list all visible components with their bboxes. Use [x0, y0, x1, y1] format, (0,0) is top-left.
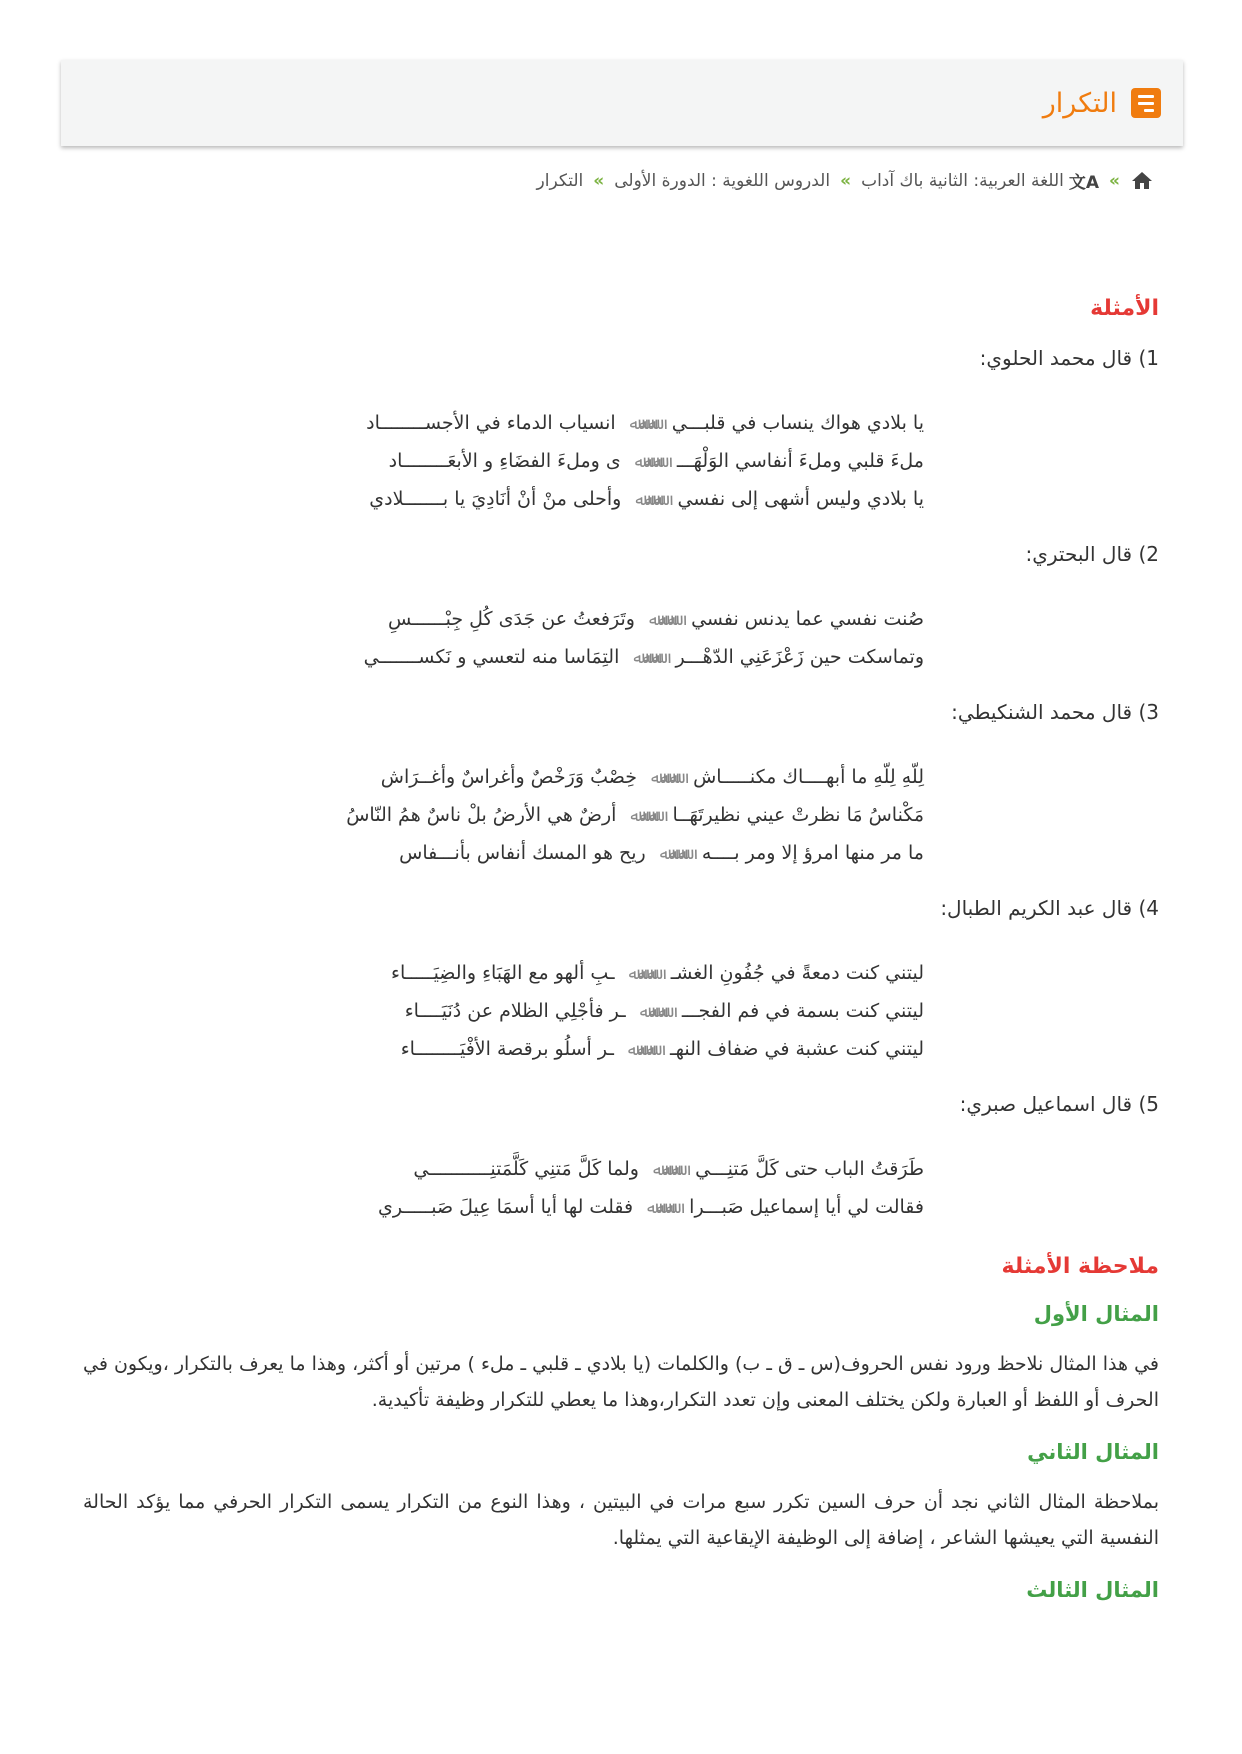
verse-hemistich-2: ولما كَلَّ مَتنِي كَلَّمَتنِـــــــــــي: [413, 1158, 639, 1180]
verse-hemistich-2: التِمَاسا منه لتعسي و نَكســـــــي: [363, 646, 620, 668]
verse-block: [304, 954, 924, 1068]
verse-line: [304, 834, 924, 872]
verse-hemistich-2: خِصْبٌ وَرَخْصٌ وأغراسٌ وأغــرَاش: [380, 766, 637, 788]
verse-hemistich-1: فقالت لي أيا إسماعيل صَبـــرا: [689, 1196, 924, 1218]
verse-hemistich-1: وتماسكت حين زَعْزَعَنِي الدّهْـــر: [675, 646, 924, 668]
verse-separator: ﷲﷲﷲ: [627, 1039, 657, 1059]
breadcrumb-separator: »: [840, 170, 852, 191]
notes-heading: ملاحظة الأمثلة: [1001, 1254, 1159, 1279]
poet-line: 4) قال عبد الكريم الطبال:: [940, 896, 1159, 920]
verse-separator: ﷲﷲﷲ: [630, 805, 659, 825]
verse-separator: ﷲﷲﷲ: [648, 609, 678, 629]
breadcrumb-item-current: التكرار: [536, 170, 584, 191]
verse-line: [304, 404, 924, 442]
title-bar: [61, 60, 1183, 146]
verse-line: [304, 480, 924, 518]
poet-line: 3) قال محمد الشنكيطي:: [951, 700, 1159, 724]
verse-block: [304, 758, 924, 872]
verse-separator: ﷲﷲﷲ: [650, 767, 680, 787]
verse-block: [304, 600, 924, 676]
verse-hemistich-1: ملءَ قلبي وملءَ أنفاسي الوَلْهَـــ: [676, 450, 924, 472]
note-title: المثال الثالث: [1026, 1578, 1159, 1602]
verse-line: [304, 638, 924, 676]
breadcrumb-separator: »: [593, 170, 605, 191]
examples-heading: الأمثلة: [1090, 296, 1159, 321]
poet-line: 5) قال اسماعيل صبري:: [959, 1092, 1159, 1116]
verse-line: [304, 1030, 924, 1068]
verse-line: [304, 442, 924, 480]
page-title: التكرار: [1042, 87, 1117, 119]
document-icon: [1131, 88, 1161, 118]
verse-block: [304, 404, 924, 518]
verse-hemistich-2: وأحلى منْ أنْ أنَادِيَ يا بـــــــلادي: [369, 488, 622, 510]
verse-hemistich-2: انسياب الدماء في الأجســــــــاد: [366, 412, 616, 434]
verse-hemistich-2: فقلت لها أيا أسمَا عِيلَ صَبـــــري: [378, 1196, 634, 1218]
verse-line: [304, 992, 924, 1030]
note-title: المثال الثاني: [1027, 1440, 1159, 1464]
article-body: [83, 296, 1159, 1612]
verse-separator: ﷲﷲﷲ: [628, 963, 657, 983]
translate-icon: 文A: [1068, 173, 1100, 193]
breadcrumb: [537, 168, 1154, 193]
note-title: المثال الأول: [1033, 1302, 1159, 1326]
verse-line: [304, 1188, 924, 1226]
home-icon[interactable]: [1130, 169, 1154, 193]
verse-block: [304, 1150, 924, 1226]
verse-line: [304, 600, 924, 638]
verse-separator: ﷲﷲﷲ: [659, 843, 688, 863]
breadcrumb-item-subject[interactable]: [861, 168, 1099, 193]
verse-hemistich-1: مَكْناسُ مَا نظرتْ عيني نظيرتَهَــا: [672, 804, 924, 826]
verse-separator: ﷲﷲﷲ: [634, 451, 663, 471]
verse-separator: ﷲﷲﷲ: [633, 647, 662, 667]
verse-hemistich-1: ليتني كنت عشبة في ضفاف النهـ: [670, 1038, 924, 1060]
verse-hemistich-1: ليتني كنت بسمة في فم الفجـــ: [681, 1000, 924, 1022]
verse-line: [304, 796, 924, 834]
verse-hemistich-1: طَرَقتُ الباب حتى كَلَّ مَتنِـــي: [695, 1158, 924, 1180]
verse-line: [304, 954, 924, 992]
breadcrumb-label: اللغة العربية: الثانية باك آداب: [861, 170, 1064, 191]
poet-line: 2) قال البحتري:: [1025, 542, 1159, 566]
verse-hemistich-1: لِلّهِ لِلّهِ ما أبهــــاك مكنـــــاش: [693, 766, 924, 788]
verse-separator: ﷲﷲﷲ: [652, 1159, 682, 1179]
verse-hemistich-1: صُنت نفسي عما يدنس نفسي: [691, 608, 924, 630]
verse-separator: ﷲﷲﷲ: [647, 1197, 676, 1217]
verse-hemistich-1: ليتني كنت دمعةً في جُفُونِ الغشـ: [670, 962, 924, 984]
verse-line: [304, 758, 924, 796]
verse-hemistich-2: ريح هو المسك أنفاس بأنـــفاس: [399, 842, 646, 864]
verse-hemistich-1: يا بلادي هواك ينساب في قلبـــي: [671, 412, 924, 434]
verse-hemistich-2: ـبِ ألهو مع الهَبَاءِ والضِيَـــــاء: [391, 962, 615, 984]
verse-hemistich-2: أرضٌ هي الأرضُ بلْ ناسٌ همُ النّاسُ: [346, 804, 617, 826]
verse-hemistich-1: يا بلادي وليس أشهى إلى نفسي: [677, 488, 924, 510]
verse-hemistich-2: ـر أسلُو برقصة الأفْيَــــــــاء: [400, 1038, 614, 1060]
verse-hemistich-2: وتَرَفعتُ عن جَدَى كُلِ جِبْــــــسِ: [388, 608, 635, 630]
verse-separator: ﷲﷲﷲ: [629, 413, 658, 433]
verse-hemistich-2: ى وملءَ الفضَاءِ و الأبعَــــــــاد: [388, 450, 621, 472]
breadcrumb-separator: »: [1109, 170, 1120, 191]
verse-hemistich-2: ـر فأجْلِي الظلام عن دُنَيَــــاء: [404, 1000, 626, 1022]
verse-separator: ﷲﷲﷲ: [639, 1001, 668, 1021]
verse-separator: ﷲﷲﷲ: [635, 489, 664, 509]
note-paragraph: في هذا المثال نلاحظ ورود نفس الحروف(س ـ ق ـ ب) والكلمات (يا بلادي ـ قلبي ـ ملء ) مرتين أو أكثر، وهذا ما يعرف بالتكرار ،ويكون في الحرف أو اللفظ أو العبارة ولكن يختلف المعنى وإن تعدد التكرار،وهذا ما يعطي للتكرار وظيفة تأكيدية.: [83, 1353, 1159, 1411]
note-paragraph: بملاحظة المثال الثاني نجد أن حرف السين تكرر سبع مرات في البيتين ، وهذا النوع من التكرار يسمى التكرار الحرفي مما يؤكد الحالة النفسية التي يعيشها الشاعر ، إضافة إلى الوظيفة الإيقاعية التي يمثلها.: [83, 1491, 1159, 1549]
poet-line: 1) قال محمد الحلوي:: [979, 346, 1159, 370]
breadcrumb-item-lessons[interactable]: الدروس اللغوية : الدورة الأولى: [614, 170, 831, 191]
verse-hemistich-1: ما مر منها امرؤ إلا ومر بــــه: [701, 842, 924, 864]
verse-line: [304, 1150, 924, 1188]
